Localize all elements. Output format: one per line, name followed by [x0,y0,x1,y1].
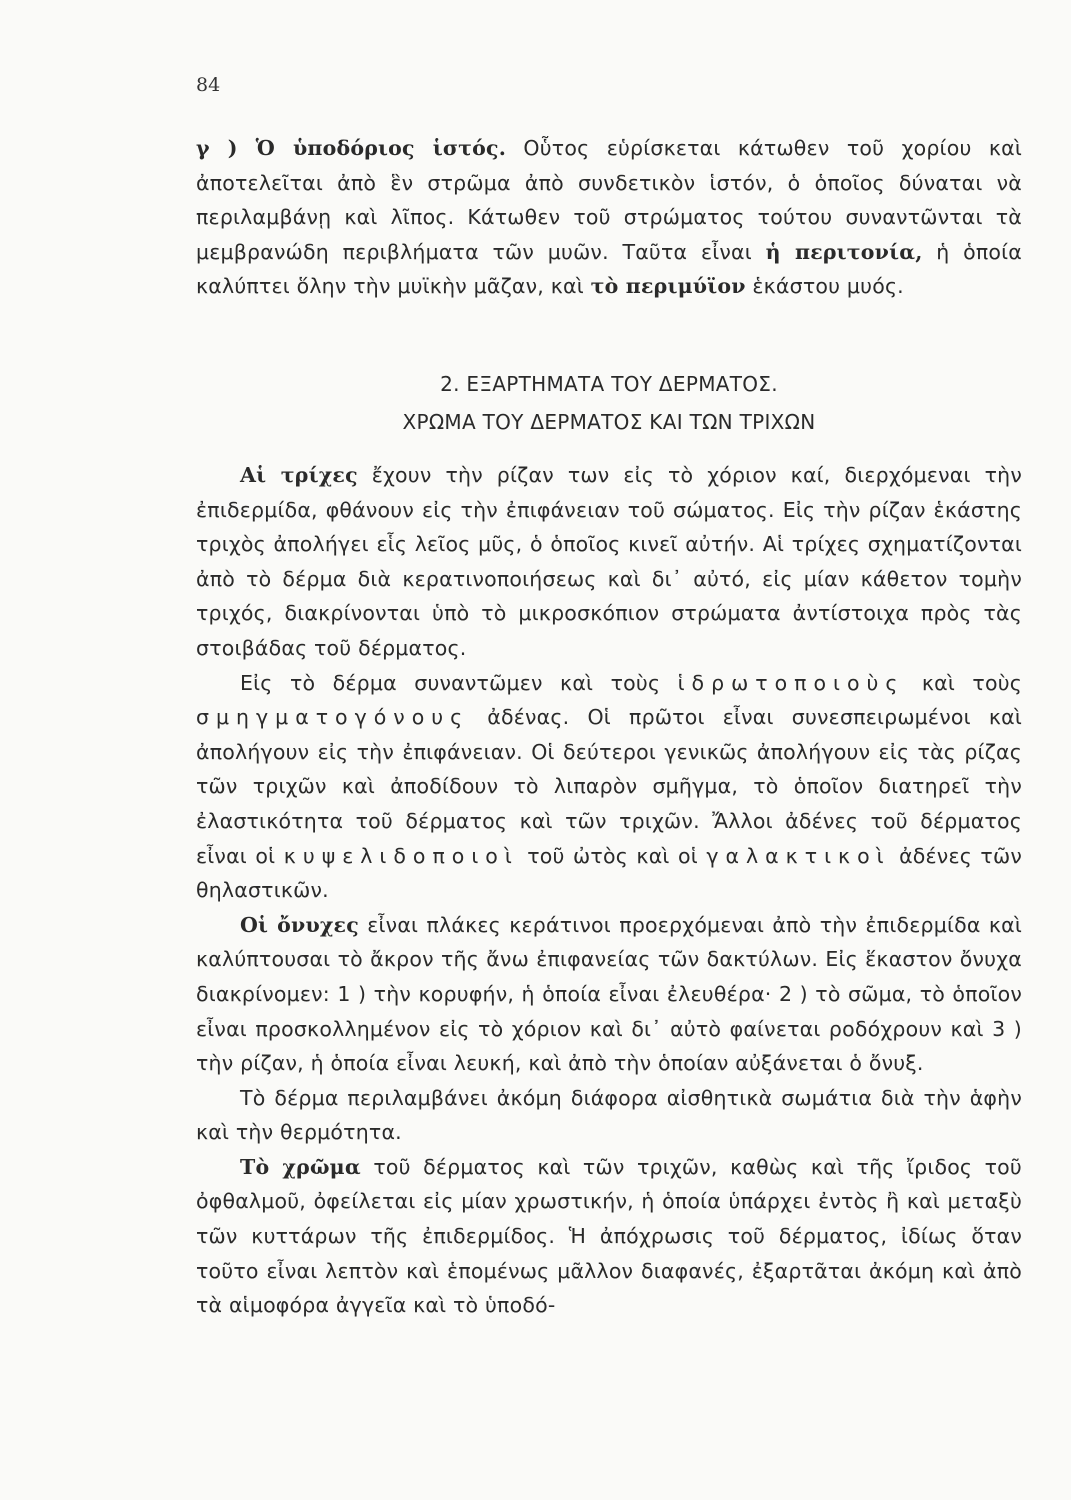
paragraph-hair [196,458,1022,666]
term-peritonia: ἡ περιτονία, [765,239,923,264]
paragraph-sensory: Τὸ δέρμα περιλαμβάνει ἀκόμη διάφορα αἰσθητικὰ σωμάτια διὰ τὴν ἁφὴν καὶ τὴν θερμότητα. [196,1085,1022,1145]
paragraph-subcutaneous-tissue [196,131,1022,304]
paragraph-color [196,1150,1022,1323]
paragraph-text: Οὗτος εὑρίσκεται κάτωθεν τοῦ χορίου καὶ ἀποτελεῖται ἀπὸ ἓν στρῶμα ἀπὸ συνδετικὸν ἱστόν, ὁ ὁποῖος δύναται νὰ περιλαμβάνῃ καὶ λῖπος. Κάτωθεν τοῦ στρώματος τούτου συναντῶνται τὰ μεμβρανώδη περιβλήματα τῶν μυῶν. Ταῦτα εἶναι [196,136,1022,264]
section-skin-appendages [196,458,1022,1323]
paragraph-text: εἶναι πλάκες κεράτινοι προερχόμεναι ἀπὸ τὴν ἐπιδερμίδα καὶ καλύπτουσαι τὸ ἄκρον τῆς ἄνω ἐπιφανείας τῶν δακτύλων. Εἰς ἕκαστον ὄνυχα διακρίνομεν: 1 ) τὴν κορυφήν, ἡ ὁποία εἶναι ἐλευθέρα· 2 ) τὸ σῶμα, τὸ ὁποῖον εἶναι προσκολλημένον εἰς τὸ χόριον καὶ δι᾿ αὐτὸ φαίνεται ροδόχρουν καὶ 3 ) τὴν ρίζαν, ἡ ὁποία εἶναι λευκή, καὶ ἀπὸ τὴν ὁποίαν αὐξάνεται ὁ ὄνυξ. [196,912,1023,1076]
paragraph-text: ἀδένας. Οἱ πρῶτοι εἶναι συνεσπειρωμένοι καὶ ἀπολήγουν εἰς τὴν ἐπιφάνειαν. Οἱ δεύτεροι γενικῶς ἀπολήγουν εἰς τὰς ρίζας τῶν τριχῶν καὶ ἀποδίδουν τὸ λιπαρὸν σμῆγμα, τὸ ὁποῖον διατηρεῖ τὴν ἐλαστικότητα τοῦ δέρματος καὶ τῶν τριχῶν. Ἄλλοι ἀδένες τοῦ δέρματος εἶναι οἱ [196,705,1022,868]
section-subcutaneous-tissue [196,131,1022,304]
term-color: Τὸ χρῶμα [240,1154,361,1179]
term-perimyion: τὸ περιμύϊον [590,274,746,299]
paragraph-text: τοῦ δέρματος καὶ τῶν τριχῶν, καθὼς καὶ τῆς ἴριδος τοῦ ὀφθαλμοῦ, ὀφείλεται εἰς μίαν χρωστικήν, ἡ ὁποία ὑπάρχει ἐντὸς ἢ καὶ μεταξὺ τῶν κυττάρων τῆς ἐπιδερμίδος. Ἡ ἀπόχρωσις τοῦ δέρματος, ἰδίως ὅταν τοῦτο εἶναι λεπτὸν καὶ ἑπομένως μᾶλλον διαφανές, ἐξαρτᾶται ἀκόμη καὶ ἀπὸ τὰ αἱμοφόρα ἀγγεῖα καὶ τὸ ὑποδό- [196,1154,1022,1318]
term-sebaceous-glands: σμηγματογόνους [196,705,470,730]
page-number: 84 [196,74,221,96]
paragraph-nails [196,908,1022,1081]
paragraph-text: καὶ τοὺς [904,670,1022,695]
term-nails: Οἱ ὄνυχες [240,912,359,937]
term-sweat-glands: ἱδρωτοποιοὺς [677,670,905,695]
paragraph-text: ἀδένες τῶν θηλαστικῶν. [196,843,1022,903]
paragraph-glands [196,666,1022,908]
paragraph-text: ἔχουν τὴν ρίζαν των εἰς τὸ χόριον καί, διερχόμεναι τὴν ἐπιδερμίδα, φθάνουν εἰς τὴν ἐπιφάνειαν τοῦ σώματος. Εἰς τὴν ρίζαν ἑκάστης τριχὸς ἀπολήγει εἷς λεῖος μῦς, ὁ ὁποῖος κινεῖ αὐτήν. Αἱ τρίχες σχηματίζονται ἀπὸ τὸ δέρμα διὰ κερατινοποιήσεως καὶ δι᾿ αὐτό, εἰς μίαν κάθετον τομὴν τριχός, διακρίνονται ὑπὸ τὸ μικροσκόπιον στρώματα ἀντίστοιχα πρὸς τὰς στοιβάδας τοῦ δέρματος. [196,463,1022,660]
paragraph-text: ἡ ὁποία καλύπτει ὅλην τὴν μυϊκὴν μᾶζαν, καὶ [196,239,1022,299]
section-title: Ὁ ὑποδόριος ἱστός. [255,136,507,160]
term-hair: Αἱ τρίχες [240,463,358,487]
section-heading-line2: ΧΡΩΜΑ ΤΟΥ ΔΕΡΜΑΤΟΣ ΚΑΙ ΤΩΝ ΤΡΙΧΩΝ [402,410,816,434]
section-heading-line1: 2. ΕΞΑΡΤΗΜΑΤΑ ΤΟΥ ΔΕΡΜΑΤΟΣ. [440,372,778,396]
paragraph-text: Εἰς τὸ δέρμα συναντῶμεν καὶ τοὺς [240,670,678,695]
section-label: γ ) [196,136,256,160]
term-ceruminous-glands: κυψελιδοποιοὶ [283,843,519,868]
term-mammary-glands: γαλακτικοὶ [706,843,891,868]
paragraph-text: τοῦ ὠτὸς καὶ οἱ [518,843,707,868]
paragraph-text: ἑκάστου μυός. [745,274,904,299]
